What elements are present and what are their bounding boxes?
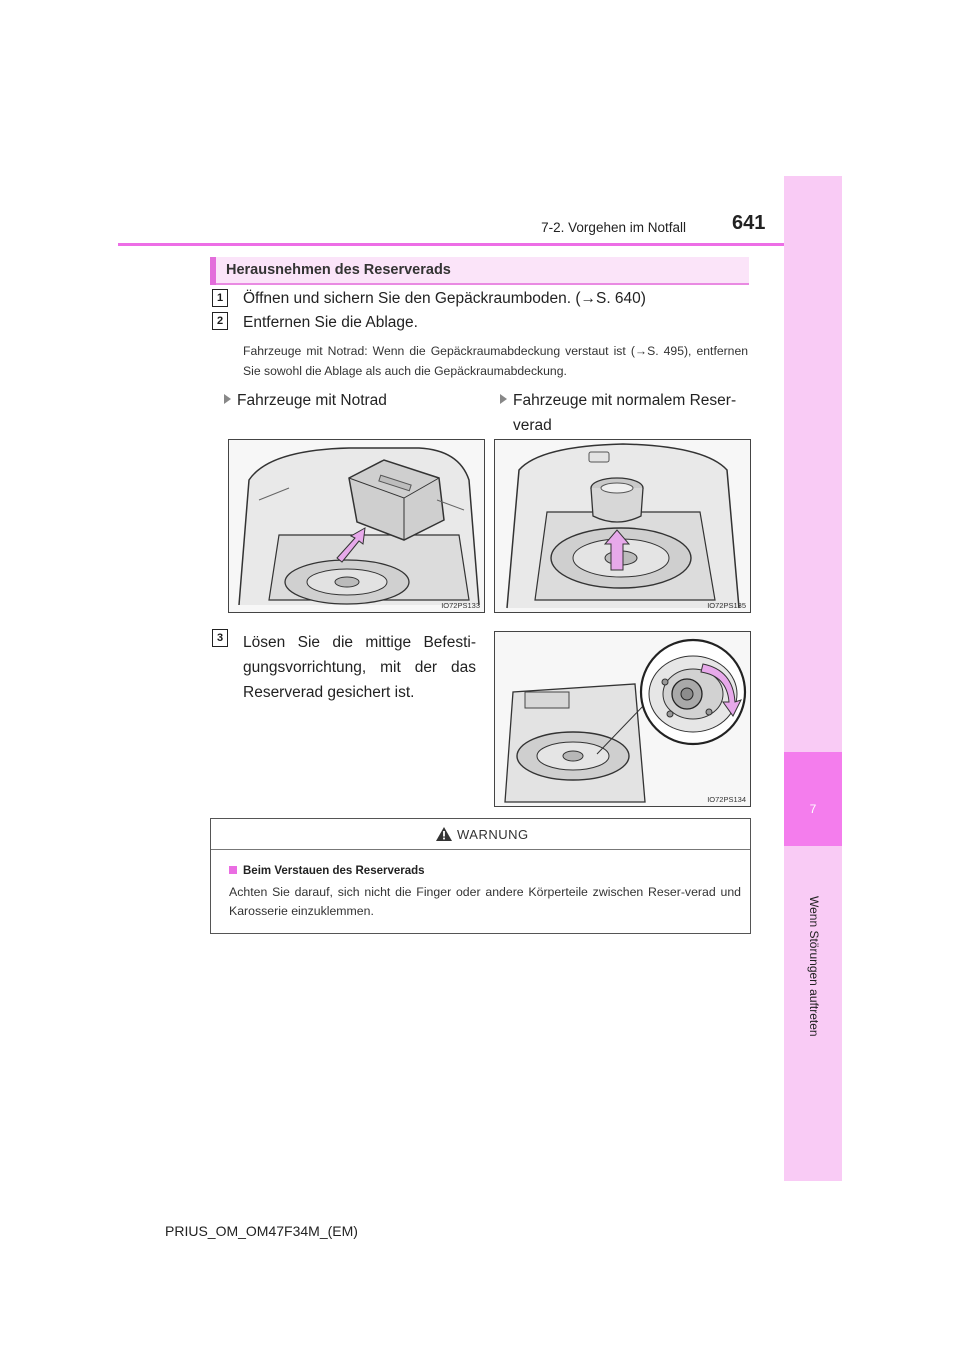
chapter-tab-active xyxy=(784,752,842,846)
page-number: 641 xyxy=(732,212,766,234)
figure-temporary-spare xyxy=(228,439,485,613)
figure-release-clamp xyxy=(494,631,751,807)
trunk-illustration-3 xyxy=(495,632,750,806)
header-rule xyxy=(118,243,784,246)
step-number-1: 1 xyxy=(212,289,228,307)
warning-subtitle: Beim Verstauen des Reserverads xyxy=(229,865,425,877)
trunk-illustration-1 xyxy=(229,440,484,612)
chapter-label: Wenn Störungen auftreten xyxy=(807,896,821,1037)
footer-doc-id: PRIUS_OM_OM47F34M_(EM) xyxy=(165,1223,358,1239)
pink-square-bullet-icon xyxy=(229,866,237,874)
chapter-side-tab xyxy=(784,176,842,1181)
figure-code: IO72PS133 xyxy=(441,601,480,610)
step-number-3: 3 xyxy=(212,629,228,647)
figure-code: IO72PS134 xyxy=(707,795,746,804)
figure-full-spare xyxy=(494,439,751,613)
section-heading-accent xyxy=(210,257,216,285)
triangle-bullet-icon xyxy=(224,394,231,404)
warning-triangle-icon xyxy=(435,826,453,842)
step-1-text: Öffnen und sichern Sie den Gepäckraumboden. (→S. 640) xyxy=(243,290,646,307)
warning-box xyxy=(210,818,751,934)
variant-full-spare: Fahrzeuge mit normalem Reser- verad xyxy=(500,388,750,438)
figure-code: IO72PS135 xyxy=(707,601,746,610)
section-title: Herausnehmen des Reserverads xyxy=(226,262,451,278)
chapter-number: 7 xyxy=(809,802,817,816)
section-heading xyxy=(210,257,749,285)
warning-title: WARNUNG xyxy=(457,827,529,842)
warning-header xyxy=(211,819,750,850)
warning-body: Achten Sie darauf, sich nicht die Finger oder andere Körperteile zwischen Reser-verad und Karosserie einzuklemmen. xyxy=(229,885,741,918)
step-number-2: 2 xyxy=(212,312,228,330)
trunk-illustration-2 xyxy=(495,440,750,612)
step-3-text: Lösen Sie die mittige Befesti- gungsvorrichtung, mit der das Reserverad gesichert ist. xyxy=(243,634,476,701)
triangle-bullet-icon xyxy=(500,394,507,404)
step-2-text: Entfernen Sie die Ablage. xyxy=(243,314,418,331)
variant-temporary-spare: Fahrzeuge mit Notrad xyxy=(224,388,387,413)
step-2-note: Fahrzeuge mit Notrad: Wenn die Gepäckraumabdeckung verstaut ist (→S. 495), entfernen Sie sowohl die Ablage als auch die Gepäckraumabdeckung. xyxy=(243,344,748,378)
